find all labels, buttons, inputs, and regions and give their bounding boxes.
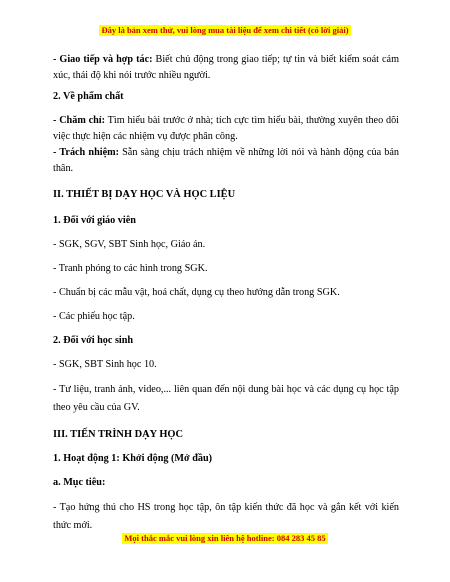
hotline-banner [0,533,450,544]
teacher-item: - Tranh phóng to các hình trong SGK. [53,263,208,274]
teacher-item: - Chuẩn bị các mẫu vật, hoá chất, dụng cụ theo hướng dẫn trong SGK. [53,287,340,298]
communication-text: Biết chủ động trong giao tiếp; tự tin và biết kiểm soát cảm xúc, thái độ khi nói trước nhiều người. [53,54,399,81]
document-body [53,52,399,535]
communication-paragraph [53,52,399,84]
preview-notice-banner [0,25,450,36]
objective-text: - Tạo hứng thú cho HS trong học tập, ôn tập kiến thức đã học và gắn kết với kiến thức mới. [53,502,399,531]
responsibility-label: - Trách nhiệm: [53,147,119,158]
responsibility-paragraph [53,145,399,177]
part-3-heading: III. TIẾN TRÌNH DẠY HỌC [53,429,184,440]
part-2-heading: II. THIẾT BỊ DẠY HỌC VÀ HỌC LIỆU [53,189,236,200]
communication-label: - Giao tiếp và hợp tác: [53,54,153,65]
activity-1-heading: 1. Hoạt động 1: Khởi động (Mở đầu) [53,453,213,464]
teacher-item: - Các phiếu học tập. [53,311,135,322]
responsibility-text: Sẵn sàng chịu trách nhiệm về những lời nói và hành động của bản thân. [53,147,399,174]
preview-notice-text: Đây là bản xem thử, vui lòng mua tài liệu để xem chi tiết (có lời giải) [101,25,349,35]
teacher-item: - SGK, SGV, SBT Sinh học, Giáo án. [53,239,206,250]
diligence-label: - Chăm chỉ: [53,115,106,126]
hotline-text: Mọi thắc mắc vui lòng xin liên hệ hotline: 084 283 45 85 [124,533,326,543]
objective-heading: a. Mục tiêu: [53,477,106,488]
section-2-heading: 2. Về phẩm chất [53,91,124,102]
student-item: - SGK, SBT Sinh học 10. [53,359,157,370]
teacher-heading: 1. Đối với giáo viên [53,215,136,226]
student-heading: 2. Đối với học sinh [53,335,134,346]
diligence-text: Tìm hiểu bài trước ở nhà; tích cực tìm hiểu bài, thường xuyên theo dõi việc thực hiện các nhiệm vụ được phân công. [53,115,399,142]
diligence-paragraph [53,113,399,145]
student-item: - Tư liệu, tranh ảnh, video,... liên quan đến nội dung bài học và các dụng cụ học tập theo yêu cầu của GV. [53,384,399,413]
